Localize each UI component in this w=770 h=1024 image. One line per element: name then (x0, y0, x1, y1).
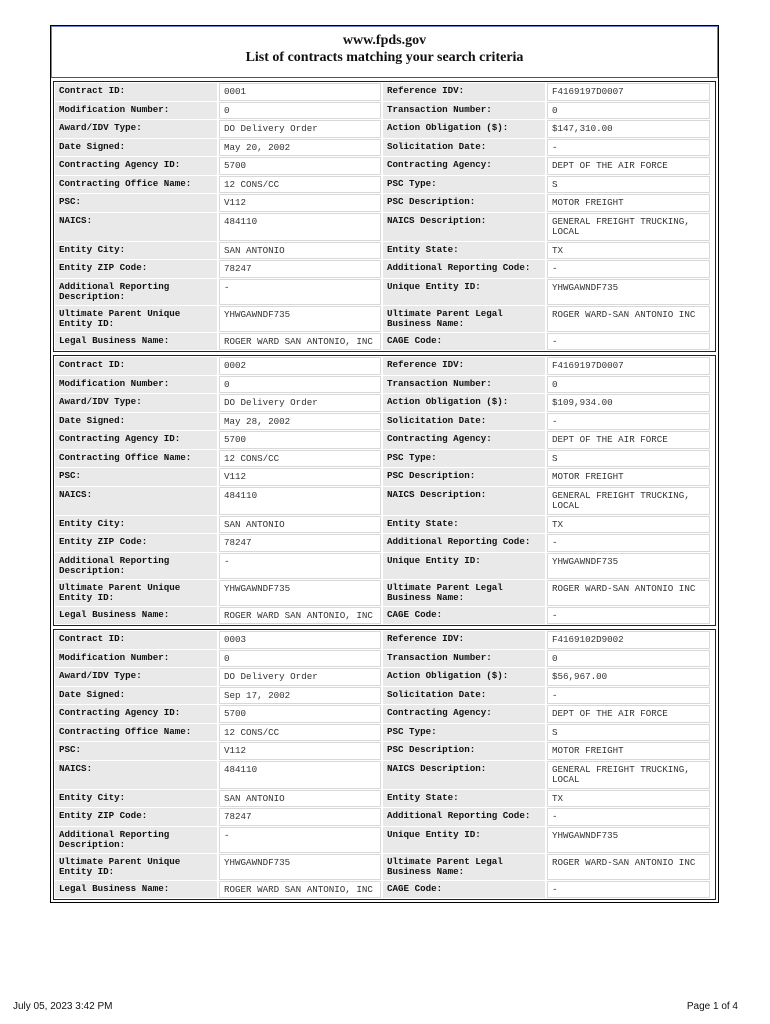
field-value: SAN ANTONIO (219, 242, 381, 260)
field-label: Contracting Office Name: (55, 724, 217, 742)
field-label: Contracting Agency: (383, 157, 545, 175)
field-label: Solicitation Date: (383, 413, 545, 431)
field-label: Ultimate Parent Unique Entity ID: (55, 580, 217, 606)
field-label: Contracting Office Name: (55, 176, 217, 194)
field-label: PSC Type: (383, 176, 545, 194)
field-value: - (219, 827, 381, 853)
field-value: - (547, 139, 710, 157)
record-row (54, 704, 715, 723)
field-label: Date Signed: (55, 413, 217, 431)
field-value: GENERAL FREIGHT TRUCKING, LOCAL (547, 487, 710, 515)
record-row (54, 175, 715, 194)
field-value: S (547, 450, 710, 468)
field-value: - (547, 881, 710, 899)
field-label: Additional Reporting Description: (55, 827, 217, 853)
contract-record (53, 81, 716, 352)
field-label: Legal Business Name: (55, 607, 217, 625)
field-label: Contract ID: (55, 631, 217, 649)
field-value: ROGER WARD-SAN ANTONIO INC (547, 854, 710, 880)
record-row (54, 807, 715, 826)
record-row (54, 212, 715, 241)
field-label: Reference IDV: (383, 357, 545, 375)
page-title: List of contracts matching your search criteria (245, 50, 524, 65)
field-value: 78247 (219, 808, 381, 826)
field-label: Additional Reporting Description: (55, 279, 217, 305)
field-value: ROGER WARD-SAN ANTONIO INC (547, 580, 710, 606)
field-label: Entity City: (55, 790, 217, 808)
field-value: 78247 (219, 260, 381, 278)
field-label: Entity City: (55, 516, 217, 534)
field-label: CAGE Code: (383, 333, 545, 351)
field-label: Transaction Number: (383, 376, 545, 394)
field-label: CAGE Code: (383, 607, 545, 625)
field-label: Entity State: (383, 790, 545, 808)
field-label: Unique Entity ID: (383, 553, 545, 579)
field-value: - (547, 687, 710, 705)
field-value: 12 CONS/CC (219, 724, 381, 742)
field-value: 5700 (219, 157, 381, 175)
print-timestamp: July 05, 2023 3:42 PM (13, 1001, 113, 1012)
records-list (51, 81, 718, 902)
field-value: - (547, 607, 710, 625)
field-label: Contract ID: (55, 83, 217, 101)
field-label: CAGE Code: (383, 881, 545, 899)
field-value: - (547, 413, 710, 431)
field-label: PSC: (55, 468, 217, 486)
field-value: V112 (219, 468, 381, 486)
record-row (54, 449, 715, 468)
field-value: - (547, 260, 710, 278)
field-value: 0 (547, 102, 710, 120)
field-value: ROGER WARD SAN ANTONIO, INC (219, 333, 381, 351)
record-row (54, 533, 715, 552)
field-value: MOTOR FREIGHT (547, 742, 710, 760)
field-value: Sep 17, 2002 (219, 687, 381, 705)
field-value: - (219, 553, 381, 579)
field-label: PSC Description: (383, 194, 545, 212)
field-label: Contracting Office Name: (55, 450, 217, 468)
field-value: 0 (219, 102, 381, 120)
field-value: DEPT OF THE AIR FORCE (547, 431, 710, 449)
field-value: DO Delivery Order (219, 120, 381, 138)
field-value: YHWGAWNDF735 (219, 580, 381, 606)
field-value: ROGER WARD-SAN ANTONIO INC (547, 306, 710, 332)
field-value: DEPT OF THE AIR FORCE (547, 705, 710, 723)
field-label: Entity State: (383, 516, 545, 534)
record-row (54, 826, 715, 853)
field-label: Reference IDV: (383, 631, 545, 649)
field-label: Entity ZIP Code: (55, 534, 217, 552)
field-value: 5700 (219, 431, 381, 449)
field-label: Ultimate Parent Legal Business Name: (383, 854, 545, 880)
field-value: MOTOR FREIGHT (547, 468, 710, 486)
field-label: NAICS Description: (383, 761, 545, 789)
record-row (54, 375, 715, 394)
field-label: Transaction Number: (383, 650, 545, 668)
record-row (54, 686, 715, 705)
field-label: PSC Description: (383, 468, 545, 486)
field-value: SAN ANTONIO (219, 790, 381, 808)
field-value: 0001 (219, 83, 381, 101)
field-label: Entity ZIP Code: (55, 260, 217, 278)
field-label: NAICS Description: (383, 213, 545, 241)
field-value: - (547, 808, 710, 826)
field-value: 484110 (219, 213, 381, 241)
record-row (54, 630, 715, 649)
field-label: Contracting Agency ID: (55, 705, 217, 723)
field-label: Legal Business Name: (55, 333, 217, 351)
field-label: Legal Business Name: (55, 881, 217, 899)
field-value: May 28, 2002 (219, 413, 381, 431)
record-row (54, 853, 715, 880)
field-value: TX (547, 790, 710, 808)
field-value: YHWGAWNDF735 (547, 827, 710, 853)
field-value: 0002 (219, 357, 381, 375)
field-label: Action Obligation ($): (383, 668, 545, 686)
record-row (54, 356, 715, 375)
field-label: NAICS: (55, 487, 217, 515)
field-value: 0 (547, 376, 710, 394)
field-label: Contracting Agency ID: (55, 157, 217, 175)
record-row (54, 760, 715, 789)
field-label: NAICS Description: (383, 487, 545, 515)
field-label: Ultimate Parent Unique Entity ID: (55, 306, 217, 332)
field-label: Contracting Agency: (383, 431, 545, 449)
field-value: DO Delivery Order (219, 668, 381, 686)
record-row (54, 667, 715, 686)
field-value: V112 (219, 194, 381, 212)
field-label: Additional Reporting Code: (383, 260, 545, 278)
record-row (54, 193, 715, 212)
field-value: F4169197D0007 (547, 357, 710, 375)
field-value: YHWGAWNDF735 (547, 279, 710, 305)
record-row (54, 741, 715, 760)
field-value: DEPT OF THE AIR FORCE (547, 157, 710, 175)
field-value: 12 CONS/CC (219, 450, 381, 468)
site-name: www.fpds.gov (342, 33, 427, 48)
field-value: 0 (219, 650, 381, 668)
field-label: Solicitation Date: (383, 687, 545, 705)
record-row (54, 579, 715, 606)
field-label: Date Signed: (55, 139, 217, 157)
field-value: F4169197D0007 (547, 83, 710, 101)
record-row (54, 606, 715, 626)
field-value: SAN ANTONIO (219, 516, 381, 534)
field-label: NAICS: (55, 761, 217, 789)
field-value: 484110 (219, 761, 381, 789)
field-label: Award/IDV Type: (55, 120, 217, 138)
field-label: Modification Number: (55, 650, 217, 668)
contract-record (53, 629, 716, 900)
record-row (54, 412, 715, 431)
field-value: 5700 (219, 705, 381, 723)
record-row (54, 278, 715, 305)
record-row (54, 393, 715, 412)
field-label: Award/IDV Type: (55, 668, 217, 686)
field-label: Unique Entity ID: (383, 279, 545, 305)
field-value: 0 (219, 376, 381, 394)
field-value: S (547, 176, 710, 194)
field-label: Modification Number: (55, 376, 217, 394)
record-row (54, 305, 715, 332)
field-value: 12 CONS/CC (219, 176, 381, 194)
page-number: Page 1 of 4 (686, 1001, 738, 1012)
field-value: - (219, 279, 381, 305)
record-row (54, 119, 715, 138)
field-value: GENERAL FREIGHT TRUCKING, LOCAL (547, 761, 710, 789)
record-row (54, 101, 715, 120)
field-label: Entity State: (383, 242, 545, 260)
field-value: ROGER WARD SAN ANTONIO, INC (219, 607, 381, 625)
field-label: Reference IDV: (383, 83, 545, 101)
field-value: - (547, 534, 710, 552)
record-row (54, 138, 715, 157)
field-value: 78247 (219, 534, 381, 552)
field-value: - (547, 333, 710, 351)
record-row (54, 332, 715, 352)
field-value: S (547, 724, 710, 742)
field-value: ROGER WARD SAN ANTONIO, INC (219, 881, 381, 899)
field-label: PSC: (55, 194, 217, 212)
field-label: Contract ID: (55, 357, 217, 375)
record-row (54, 723, 715, 742)
field-value: $109,934.00 (547, 394, 710, 412)
field-label: Ultimate Parent Unique Entity ID: (55, 854, 217, 880)
field-value: DO Delivery Order (219, 394, 381, 412)
field-label: Contracting Agency ID: (55, 431, 217, 449)
contract-record (53, 355, 716, 626)
record-row (54, 486, 715, 515)
field-label: Ultimate Parent Legal Business Name: (383, 306, 545, 332)
record-row (54, 649, 715, 668)
field-label: PSC Type: (383, 724, 545, 742)
field-label: PSC Type: (383, 450, 545, 468)
record-row (54, 82, 715, 101)
field-value: F4169102D9002 (547, 631, 710, 649)
record-row (54, 515, 715, 534)
field-value: TX (547, 516, 710, 534)
field-label: PSC: (55, 742, 217, 760)
field-label: Modification Number: (55, 102, 217, 120)
field-label: Additional Reporting Code: (383, 534, 545, 552)
field-value: YHWGAWNDF735 (219, 854, 381, 880)
contracts-document (50, 25, 719, 903)
field-label: Date Signed: (55, 687, 217, 705)
field-label: Additional Reporting Code: (383, 808, 545, 826)
field-value: 0003 (219, 631, 381, 649)
field-value: YHWGAWNDF735 (219, 306, 381, 332)
field-label: Contracting Agency: (383, 705, 545, 723)
record-row (54, 259, 715, 278)
field-value: $147,310.00 (547, 120, 710, 138)
record-row (54, 467, 715, 486)
field-label: Award/IDV Type: (55, 394, 217, 412)
field-value: YHWGAWNDF735 (547, 553, 710, 579)
field-value: GENERAL FREIGHT TRUCKING, LOCAL (547, 213, 710, 241)
record-row (54, 430, 715, 449)
field-value: May 20, 2002 (219, 139, 381, 157)
field-label: Entity ZIP Code: (55, 808, 217, 826)
field-value: MOTOR FREIGHT (547, 194, 710, 212)
field-label: Entity City: (55, 242, 217, 260)
field-label: Ultimate Parent Legal Business Name: (383, 580, 545, 606)
field-label: Unique Entity ID: (383, 827, 545, 853)
field-value: 484110 (219, 487, 381, 515)
field-value: 0 (547, 650, 710, 668)
field-value: $56,967.00 (547, 668, 710, 686)
field-value: V112 (219, 742, 381, 760)
record-row (54, 789, 715, 808)
field-label: Action Obligation ($): (383, 394, 545, 412)
record-row (54, 552, 715, 579)
field-label: Transaction Number: (383, 102, 545, 120)
field-value: TX (547, 242, 710, 260)
field-label: Action Obligation ($): (383, 120, 545, 138)
record-row (54, 156, 715, 175)
record-row (54, 880, 715, 900)
record-row (54, 241, 715, 260)
field-label: Additional Reporting Description: (55, 553, 217, 579)
field-label: NAICS: (55, 213, 217, 241)
field-label: PSC Description: (383, 742, 545, 760)
field-label: Solicitation Date: (383, 139, 545, 157)
document-header (51, 26, 718, 78)
